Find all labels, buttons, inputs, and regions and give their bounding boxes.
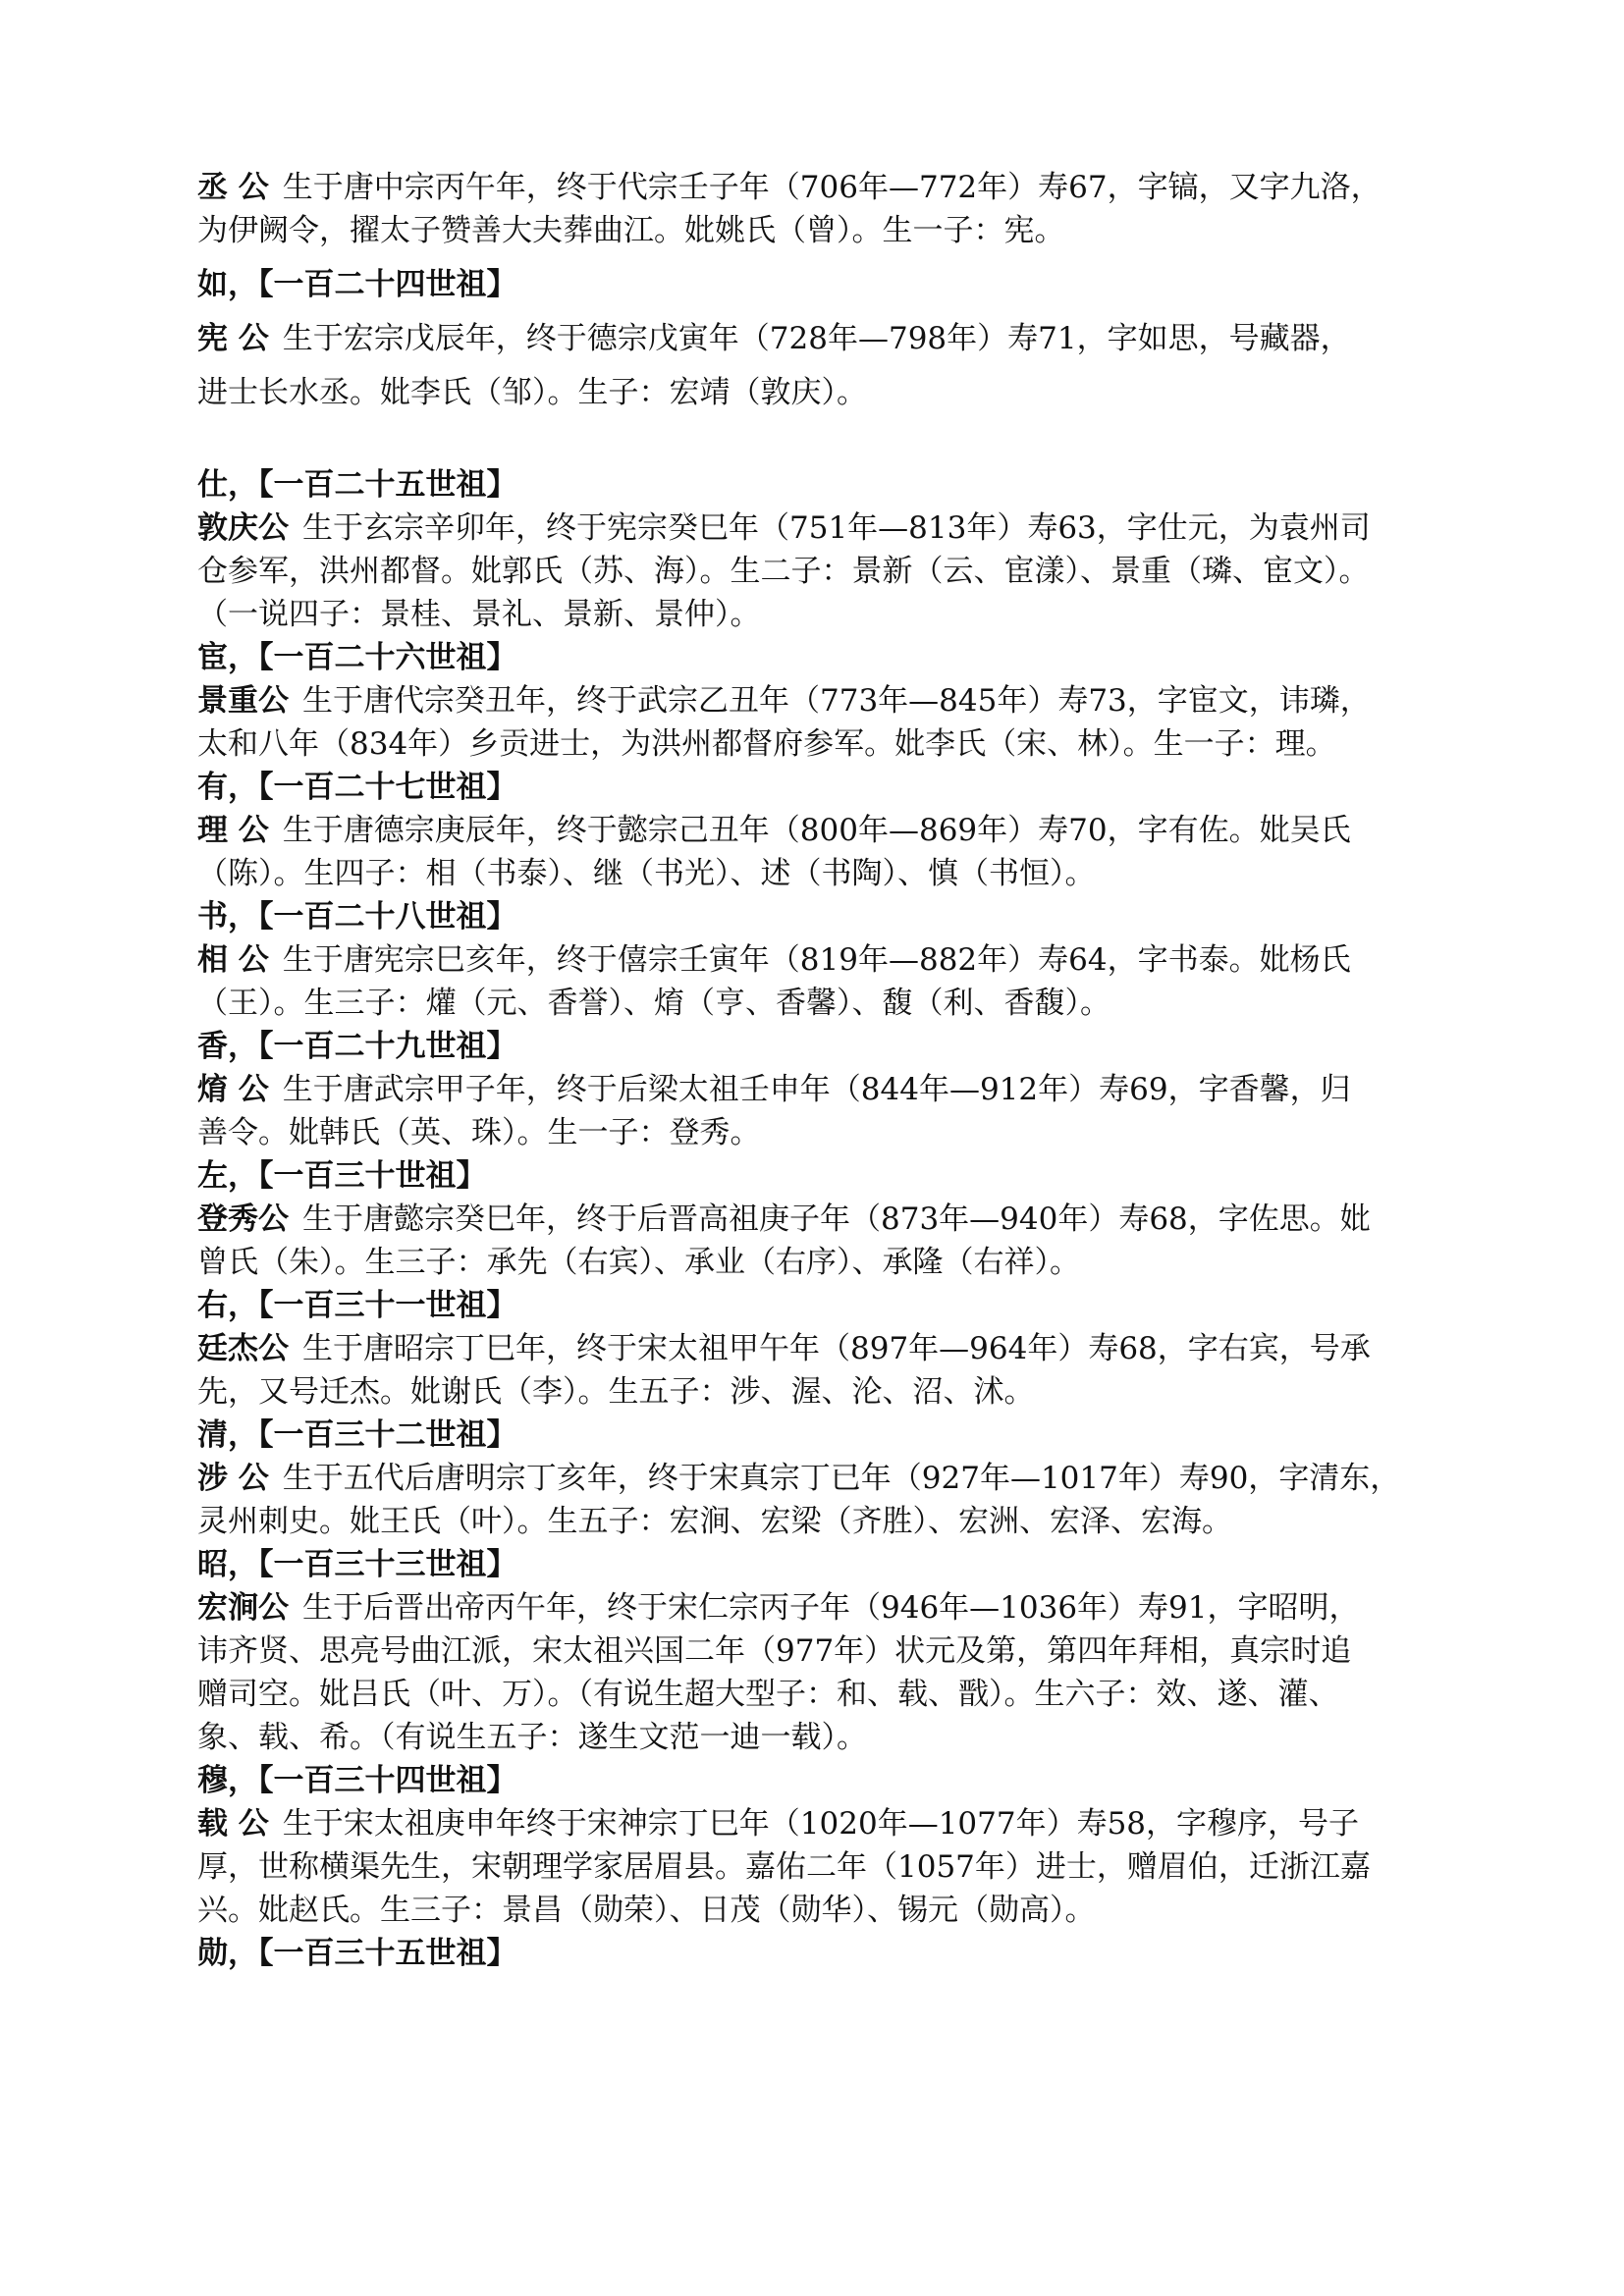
generation-heading: 书，【一百二十八世祖】 [197,899,517,934]
person-name: 登秀公 [197,1201,289,1237]
person-name: 敦庆公 [197,510,289,546]
person-name: 理 公 [197,813,269,848]
entry-text: 生于玄宗辛卯年，终于宪宗癸巳年（751年—813年）寿63，字仕元，为袁州司 [302,510,1371,546]
entry-line: 仓参军，洪州都督。妣郭氏（苏、海）。生二子：景新（云、宦漾）、景重（璘、宦文）。 [197,554,1370,589]
person-name: 焴 公 [197,1072,269,1107]
person-name: 廷杰公 [197,1331,289,1366]
entry-line: 曾氏（朱）。生三子：承先（右宾）、承业（右序）、承隆（右祥）。 [197,1245,1080,1280]
person-name: 载 公 [197,1806,269,1842]
entry-line: （一说四子：景桂、景礼、景新、景仲）。 [197,597,761,632]
generation-heading: 左，【一百三十世祖】 [197,1158,487,1194]
entry-line: 太和八年（834年）乡贡进士，为洪州都督府参军。妣李氏（宋、林）。生一子：理。 [197,726,1336,762]
entry-text: 生于唐昭宗丁巳年，终于宋太祖甲午年（897年—964年）寿68，字右宾，号承 [302,1331,1371,1366]
generation-heading: 勋，【一百三十五世祖】 [197,1936,517,1971]
generation-heading: 昭，【一百三十三世祖】 [197,1547,517,1582]
generation-heading: 如，【一百二十四世祖】 [197,267,517,302]
entry-line: 赠司空。妣吕氏（叶、万）。（有说生超大型子：和、载、戬）。生六子：效、遂、灌、 [197,1677,1339,1712]
entry-line [197,1459,1400,1498]
entry-text: 生于后晋出帝丙午年，终于宋仁宗丙子年（946年—1036年）寿91，字昭明， [302,1590,1360,1626]
entry-line [197,811,1351,850]
generation-heading: 清，【一百三十二世祖】 [197,1417,517,1453]
person-name: 涉 公 [197,1461,269,1496]
entry-line [197,940,1351,980]
entry-text: 生于五代后唐明宗丁亥年，终于宋真宗丁已年（927年—1017年）寿90，字清东， [282,1461,1401,1496]
entry-line [197,1070,1351,1109]
entry-line: （王）。生三子：爟（元、香誉）、焴（亨、香馨）、馥（利、香馥）。 [197,986,1110,1021]
entry-text: 生于唐武宗甲子年，终于后梁太祖壬申年（844年—912年）寿69，字香馨，归 [282,1072,1351,1107]
entry-line: 兴。妣赵氏。生三子：景昌（勋荣）、日茂（勋华）、锡元（勋高）。 [197,1893,1096,1928]
entry-line: 象、载、希。（有说生五子：遂生文范一迪一载）。 [197,1720,867,1755]
entry-text: 生于唐代宗癸丑年，终于武宗乙丑年（773年—845年）寿73，字宦文，讳璘， [302,683,1371,719]
entry-line [197,1804,1359,1843]
entry-line: 灵州刺史。妣王氏（叶）。生五子：宏涧、宏梁（齐胜）、宏洲、宏泽、宏海。 [197,1504,1232,1539]
entry-line [197,681,1371,721]
person-name: 景重公 [197,683,289,719]
entry-text: 生于唐中宗丙午年，终于代宗壬子年（706年—772年）寿67，字镐，又字九洛， [282,170,1381,205]
entry-text: 生于唐懿宗癸巳年，终于后晋高祖庚子年（873年—940年）寿68，字佐思。妣 [302,1201,1371,1237]
entry-line [197,1200,1371,1239]
entry-text: 生于宋太祖庚申年终于宋神宗丁巳年（1020年—1077年）寿58，字穆序，号子 [282,1806,1360,1842]
entry-line: 厚，世称横渠先生，宋朝理学家居眉县。嘉佑二年（1057年）进士，赠眉伯，迁浙江嘉 [197,1849,1371,1885]
person-name: 丞 公 [197,170,269,205]
entry-line: 为伊阙令，擢太子赞善大夫葬曲江。妣姚氏（曾）。生一子：宪。 [197,213,1065,248]
entry-text: 生于宏宗戊辰年，终于德宗戊寅年（728年—798年）寿71，字如思，号藏器， [282,321,1351,356]
generation-heading: 穆，【一百三十四世祖】 [197,1763,517,1798]
generation-heading: 仕，【一百二十五世祖】 [197,467,517,503]
entry-line [197,1588,1360,1628]
entry-line [197,1329,1371,1368]
entry-text: 生于唐宪宗巳亥年，终于僖宗壬寅年（819年—882年）寿64，字书泰。妣杨氏 [282,942,1351,978]
entry-text: 生于唐德宗庚辰年，终于懿宗己丑年（800年—869年）寿70，字有佐。妣吴氏 [282,813,1351,848]
generation-heading: 宦，【一百二十六世祖】 [197,640,517,675]
generation-heading: 香，【一百二十九世祖】 [197,1029,517,1064]
person-name: 宏涧公 [197,1590,289,1626]
entry-line: 善令。妣韩氏（英、珠）。生一子：登秀。 [197,1115,761,1150]
entry-line [197,319,1351,358]
person-name: 宪 公 [197,321,269,356]
entry-line: （陈）。生四子：相（书泰）、继（书光）、述（书陶）、慎（书恒）。 [197,856,1096,891]
entry-line: 先，又号迁杰。妣谢氏（李）。生五子：涉、渥、沦、沼、沭。 [197,1374,1035,1410]
entry-line [197,168,1381,207]
entry-line [197,508,1371,548]
generation-heading: 有，【一百二十七世祖】 [197,770,517,805]
entry-line: 进士长水丞。妣李氏（邹）。生子：宏靖（敦庆）。 [197,375,867,410]
entry-line: 讳齐贤、思亮号曲江派，宋太祖兴国二年（977年）状元及第，第四年拜相，真宗时追 [197,1633,1352,1669]
person-name: 相 公 [197,942,269,978]
generation-heading: 右，【一百三十一世祖】 [197,1288,517,1323]
